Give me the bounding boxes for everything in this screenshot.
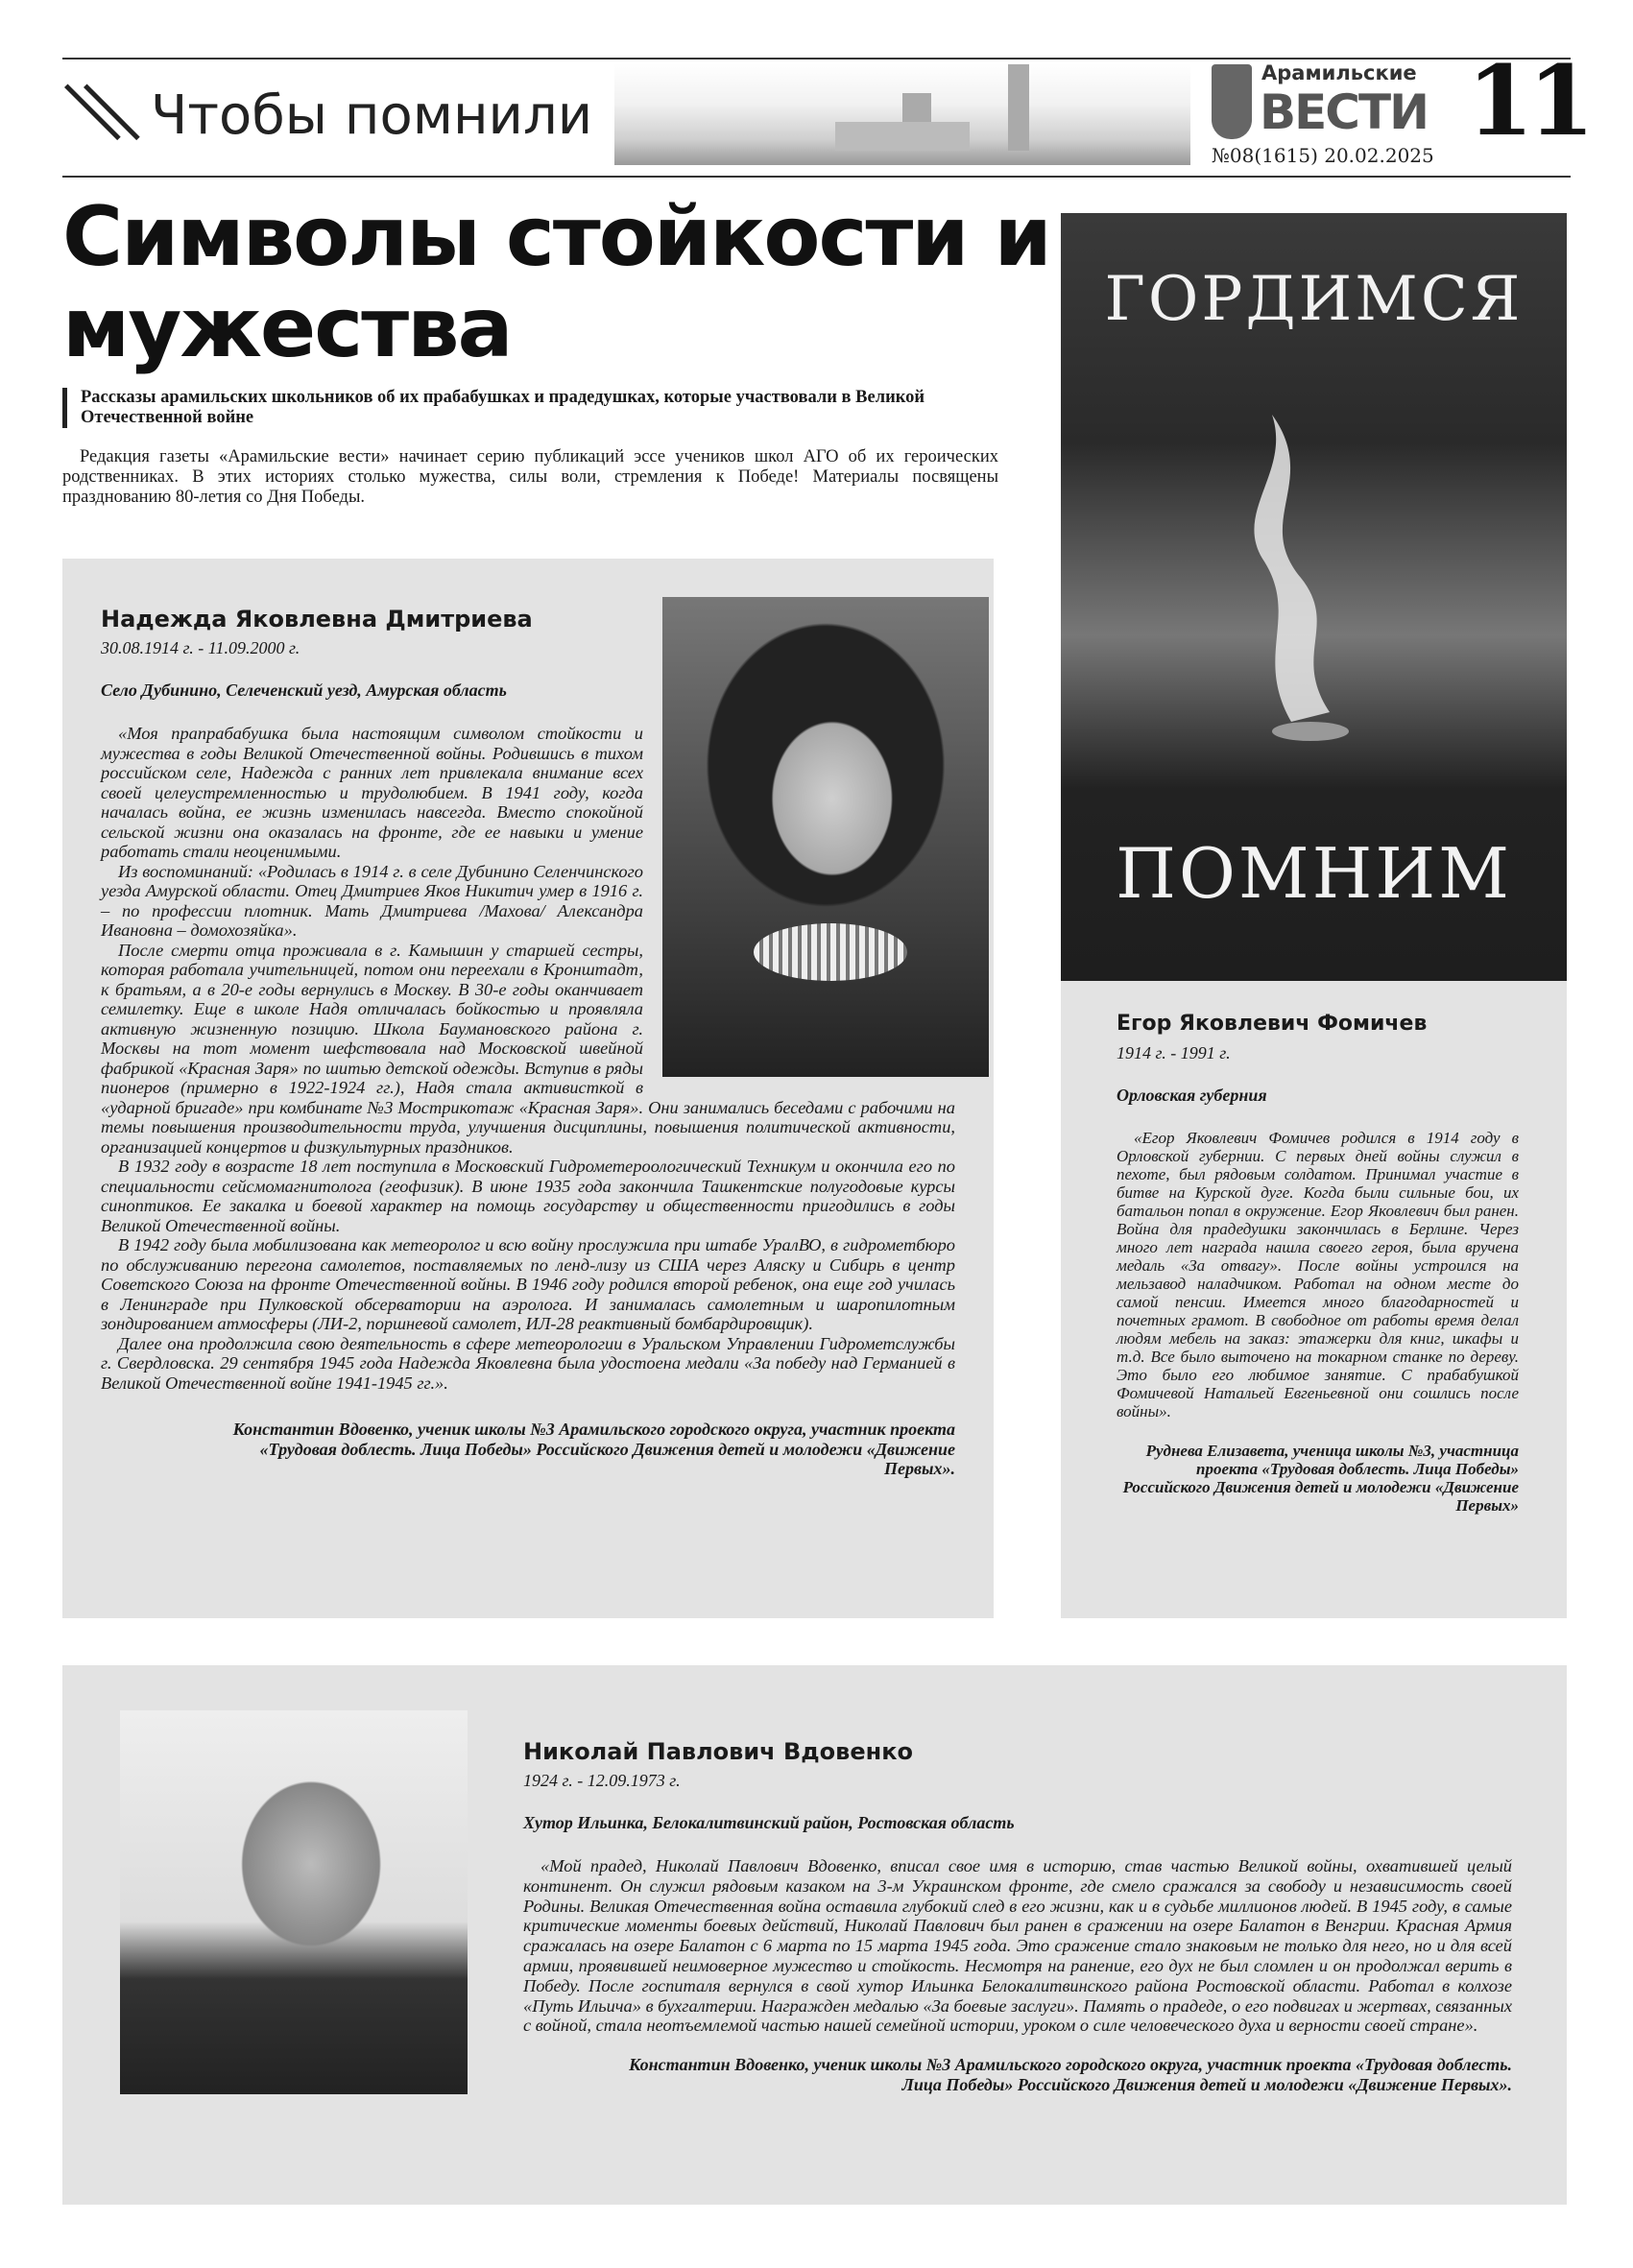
page-number: 11 (1467, 44, 1590, 157)
poster-top-text: ГОРДИМСЯ (1104, 264, 1524, 335)
eternal-flame-poster (1061, 213, 1567, 981)
headline: Символы стойкости и мужества (62, 189, 1050, 376)
article-signature: Константин Вдовенко, ученик школы №3 Арамильского городского округа, участник проекта «Трудовая доблесть. Лица Победы» Российского Движения детей и молодежи «Движение Первых». (629, 2055, 1512, 2094)
section-title: Чтобы помнили (151, 84, 593, 147)
article-dates: 1914 г. - 1991 г. (1117, 1043, 1231, 1062)
article-dmitrieva (62, 559, 994, 1618)
paragraph: «Егор Яковлевич Фомичев родился в 1914 году в Орловской губернии. С первых дней войны служил в пехоте, был рядовым солдатом. Принимал участие в битве на Курской дуге. Когда были сильные бои, их батальон попал в окружение. Егор Яковлевич был ранен. Война для прадедушки закончилась в Берлине. Через много лет награда нашла своего героя, была вручена медаль «За отвагу». После войны устроился на мельзавод наладчиком. Работал на одном месте до самой пенсии. Имеется много благодарностей и почетных грамот. В свободное от работы время делал людям мебель на заказ: этажерки для книг, шкафы и т.д. Все было выточено на токарном станке по дереву. Это было его любимое занятие. С прабабушкой Фомичевой Натальей Евгеньевной они сошлись после войны». (1117, 1129, 1519, 1420)
article-dates: 30.08.1914 г. - 11.09.2000 г. (101, 638, 300, 657)
portrait-photo (120, 1710, 468, 2094)
double-slash-icon (62, 87, 130, 145)
newspaper-logo (1212, 60, 1456, 170)
paragraph: В 1932 году в возрасте 18 лет поступила в Московский Гидрометероологический Техникум и окончила его по специальности сейсмомагнитолога (геофизик). В июне 1935 года закончила Ташкентские полугодовые курсы синоптиков. Ее закалка и боевой характер на помощь государству и общественности пригодились в годы Великой Отечественной войны. (101, 1157, 955, 1235)
article-dates: 1924 г. - 12.09.1973 г. (523, 1771, 681, 1790)
article-name: Надежда Яковлевна Дмитриева (101, 606, 533, 633)
article-name: Николай Павлович Вдовенко (523, 1738, 913, 1765)
article-place: Село Дубинино, Селеченский уезд, Амурская область (101, 680, 507, 700)
paragraph: «Мой прадед, Николай Павлович Вдовенко, вписал свое имя в историю, став частью Великой войны, охватившей целый континент. Он служил рядовым казаком на 3-м Украинском фронте, где смело сражался за свободу и независимость своей Родины. Великая Отечественная война оставила глубокий след в его жизни, как и в судьбе миллионов людей. В 1945 году, в самые критические моменты боевых действий, Николай Павлович был ранен в сражении на озере Балатон в Венгрии. Красная Армия сражалась на озере Балатон с 6 марта по 15 марта 1945 года. Это сражение стало знаковым не только для него, но и для всей армии, проявившей неимоверное мужество и стойкость. Несмотря на ранение, его дух не был сломлен и он продолжал верить в Победу. После госпиталя вернулся в свой хутор Ильинка Белокалитвинского района Ростовской области. Работал в колхозе «Путь Ильича» в бухгалтерии. Награжден медалью «За боевые заслуги». Память о прадеде, о его подвигах и жертвах, связанных с войной, стала неотъемлемой частью нашей семейной истории, уроком о силе человеческого духа и верности своей стране». (523, 1856, 1512, 2036)
poster-bottom-text: ПОМНИМ (1116, 833, 1512, 914)
article-vdovenko (62, 1665, 1567, 2205)
intro-paragraph: Редакция газеты «Арамильские вести» начинает серию публикаций эссе учеников школ АГО об их героических родственниках. В этих историях столько мужества, силы воли, стремления к Победе! Материалы посвящены празднованию 80-летия со Дня Победы. (62, 447, 998, 507)
subtitle: Рассказы арамильских школьников об их прабабушках и прадедушках, которые участвовали в Великой Отечественной войне (62, 388, 998, 428)
section-label (62, 84, 592, 148)
paragraph: Из воспоминаний: «Родилась в 1914 г. в селе Дубинино Селенчинского уезда Амурской области. Отец Дмитриев Яков Никитич умер в 1916 г. – по профессии плотник. Мать Дмитриева /Махова/ Александра Ивановна – домохозяйка». (101, 861, 643, 940)
logo-small-text: Арамильские (1261, 61, 1417, 84)
coat-of-arms-icon (1212, 64, 1252, 139)
issue-number-date: №08(1615) 20.02.2025 (1212, 144, 1434, 167)
paragraph: После смерти отца проживала в г. Камышин у старшей сестры, которая работала учительницей, потом они переехали в Кронштадт, к братьям, а в 20-е годы вернулись в Москву. В 30-е годы оканчивает семилетку. Еще в школе Надя отличалась бойкостью и проявляла активную жизненную позицию. Школа Баумановского района г. Москвы на тот момент шефствовала над Московской швейной фабрикой «Красная Заря» по шитью детской одежды. Вступив в ряды пионеров (примерно в 1922-1924 гг.), Надя стала активисткой в «ударной бригаде» при комбинате №3 Мострикотаж «Красная Заря». Они занимались беседами с рабочими на темы повышения производительности труда, улучшения дисциплины, повышения политической активности, организацией концертов и физкультурных праздников. (101, 940, 955, 1157)
header-bottom-rule (62, 176, 1571, 178)
article-signature: Руднева Елизавета, ученица школы №3, участница проекта «Трудовая доблесть. Лица Победы» Российского Движения детей и молодежи «Движение Первых» (1122, 1442, 1519, 1515)
article-place: Орловская губерния (1117, 1086, 1267, 1105)
article-name: Егор Яковлевич Фомичев (1117, 1012, 1428, 1036)
article-place: Хутор Ильинка, Белокалитвинский район, Ростовская область (523, 1813, 1015, 1832)
portrait-photo (662, 597, 989, 1077)
lead-block (62, 189, 1050, 508)
paragraph: Далее она продолжила свою деятельность в сфере метеорологии в Уральском Управлении Гидрометслужбы г. Свердловска. 29 сентября 1945 года Надежда Яковлевна была удостоена медали «За победу над Германией в Великой Отечественной войне 1941-1945 гг.». (101, 1333, 955, 1393)
article-body (1117, 1129, 1519, 1420)
article-signature: Константин Вдовенко, ученик школы №3 Арамильского городского округа, участник проекта «Трудовая доблесть. Лица Победы» Российского Движения детей и молодежи «Движение Первых». (232, 1420, 955, 1478)
skyline-image (614, 63, 1190, 165)
article-body (523, 1856, 1512, 2036)
article-fomichev (1061, 981, 1567, 1618)
logo-big-text: ВЕСТИ (1260, 84, 1428, 140)
paragraph: В 1942 году была мобилизована как метеоролог и всю войну прослужила при штабе УралВО, в гидрометбюро по обслуживанию перегона самолетов, поставляемых по ленд-лизу из США через Аляску и Сибирь в центр Советского Союза на фронте Отечественной войны. В 1946 году родился второй ребенок, она еще год училась в Ленинграде при Пулковской обсерватории на аэролога. И занималась самолетным и шаропилотным зондированием атмосферы (ЛИ-2, поршневой самолет, ИЛ-28 реактивный бомбардировщик). (101, 1235, 955, 1333)
paragraph: «Моя прапрабабушка была настоящим символом стойкости и мужества в годы Великой Отечественной войны. Родившись в тихом российском селе, Надежда с ранних лет привлекала внимание всех своей целеустремленностью и трудолюбием. В 1941 году, когда началась война, ее жизнь изменилась навсегда. Вместо спокойной сельской жизни она оказалась на фронте, где ее навыки и умение работать стали неоценимыми. (101, 724, 643, 861)
eternal-flame-icon (1234, 405, 1349, 808)
